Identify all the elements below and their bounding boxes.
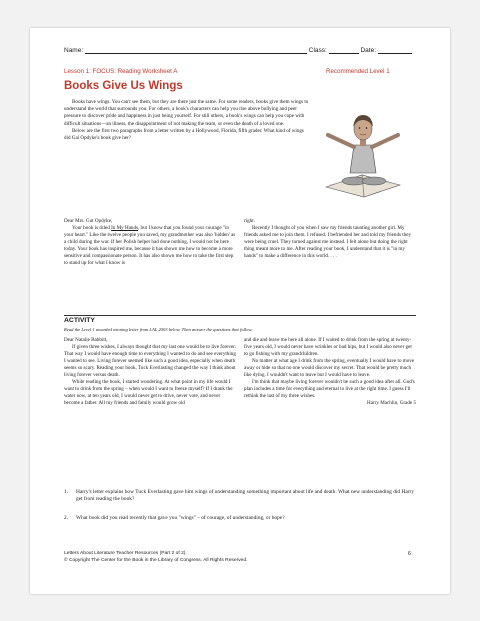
letter1-right-column [244, 218, 416, 260]
lesson-label: Lesson 1: FOCUS: Reading Worksheet A [64, 68, 178, 75]
recommended-level: Recommended Level 1 [326, 68, 390, 75]
footer [64, 551, 247, 564]
letter2-salutation: Dear Natalie Babbitt, [64, 337, 108, 343]
question-number: 2. [64, 515, 69, 521]
letter1-paragraph: Recently I thought of you when I saw my friends taunting another girl. My friends asked me to join them. I refused. I befriended her and told my friends they were being cruel. They turned against me instead. I felt alone but doing the right thing meant more to me. After reading your book, I understand that it is "in my hands" to make a difference in this world. . . . [244, 224, 412, 259]
footer-copyright: © Copyright The Center for the Book in the Library of Congress. All Rights Reserved. [64, 557, 248, 563]
letter2-paragraph: and die and leave me here all alone. If I waited to drink from the spring at twenty-five years old, I would never have wrinkles or bad hips, but I would also never get to go fishing with my grandchildren. [244, 337, 412, 357]
intro-paragraph: Books have wings. You can't see them, but they are there just the same. For some readers, books give them wings to understand the world that surrounds you. For others, a book's characters can help you rise above bullying and peer pressure to discover pride and happiness in just being yourself. For still others, a book's wings can help you cope with difficult situations—an illness, the disappointment of not making the team, or even the death of a loved one. [64, 99, 309, 127]
date-field [378, 46, 412, 54]
date-label: Date: [360, 47, 377, 54]
letter1-paragraph: right. [244, 218, 255, 224]
intro-text [64, 99, 310, 142]
name-field [85, 46, 307, 54]
letter2-paragraph: No matter at what age I drink from the spring, eventually I would have to move away or hide so that no one would discover my secret. That would be pretty much like dying. I wouldn't want to leave but I would have to leave. [244, 357, 415, 378]
letter2-signature: Harry Machlin, Grade 5 [367, 399, 416, 406]
letter2-left-column [64, 337, 236, 407]
footer-source: Letters About Literature Teacher Resources (Part 2 of 2). [64, 551, 187, 556]
intro-paragraph: Below are the first two paragraphs from a letter written by a Hollywood, Florida, fifth grader. What kind of wings did Gai Opdyke's book give her? [64, 127, 304, 142]
class-field [329, 46, 359, 54]
question-text: Harry's letter explains how Tuck Everlasting gave him wings of understanding something important about life and death. What new understanding did Harry get from reading the book? [76, 489, 415, 502]
letter2-paragraph: If given three wishes, I always thought that my last one would be to live forever. That way I would have enough time to everything I wanted to do and see everything I wanted to see. Living forever seemed like such a good idea, especially when death seems so scary. Reading your book, Tuck Everlasting changed the way I think about living forever versus death. [64, 343, 236, 378]
question-number: 1. [64, 489, 69, 495]
activity-instructions: Read the Level 1 awarded winning letter from LAL 2003 below. Then answer the questions that follow. [64, 327, 253, 332]
page-number: 6 [408, 551, 411, 557]
activity-heading: ACTIVITY [64, 317, 95, 324]
book-title: In My Hands [111, 224, 138, 231]
girl-reading-illustration [322, 101, 404, 199]
letter1-left-column [64, 218, 236, 267]
letter2-paragraph: I'm think that maybe living forever wouldn't be such a good idea after all. God's plan includes a time for everything and eternal to live at the right time. I guess I'll rethink the last of my three wishes. [244, 378, 415, 399]
activity-divider [64, 315, 416, 316]
name-label: Name: [64, 47, 84, 54]
page-title: Books Give Us Wings [64, 80, 183, 92]
question-text: What book did you read recently that gave you "wings" – of courage, of understanding, or hope? [76, 515, 285, 521]
letter1-paragraph: Your book is titled In My Hands, but I know that you found your courage "in your heart." Like the twelve people you saved, my grandmother was also 'hidden' as a child during the war. If her Polish helper had done nothing, I would not be here today. Your book has inspired me, because it has shown me how to become a more sensitive and compassionate person. It has also shown me how to take the first step to stand up for what I know is [64, 224, 236, 266]
letter1-salutation: Dear Mrs. Gut Opdyke, [64, 218, 113, 224]
class-label: Class: [308, 47, 327, 54]
worksheet-page [30, 28, 450, 594]
name-row [64, 46, 424, 54]
letter2-right-column [244, 337, 416, 407]
letter2-paragraph: While reading the book, I started wondering. At what point in my life would I want to drink from the spring – when would I want to freeze myself? If I drank the water now, at ten years old, I would never get to drive, never vote, and never become a father. All my friends and family would grow old [64, 378, 233, 406]
